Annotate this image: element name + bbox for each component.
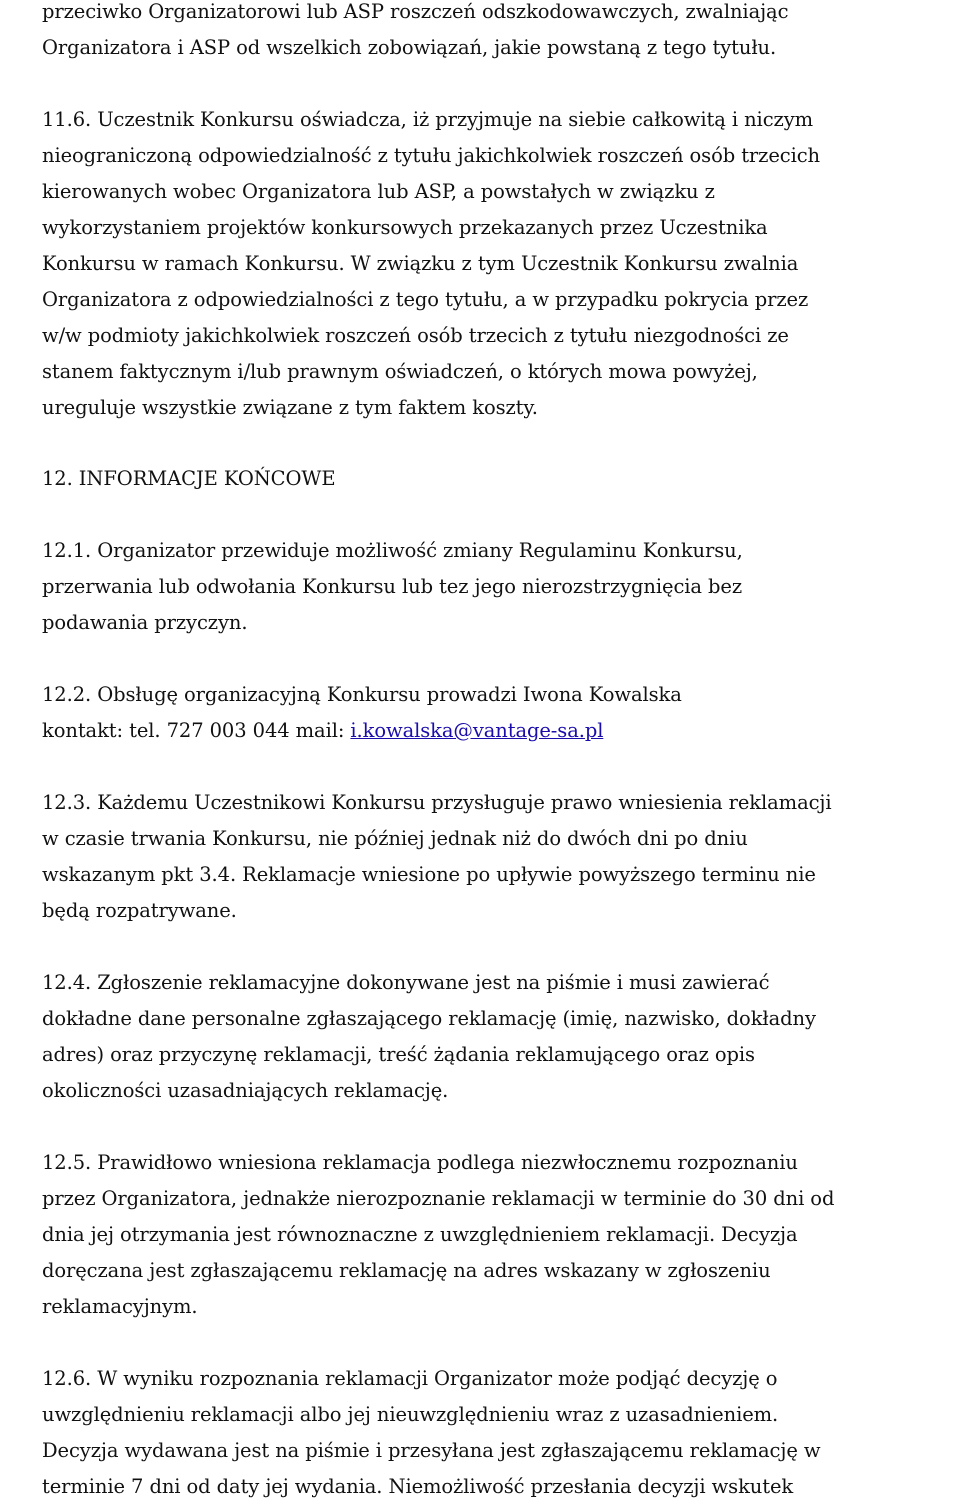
paragraph-12-3-line: będą rozpatrywane. [42,899,237,922]
paragraph-12-5-line: 12.5. Prawidłowo wniesiona reklamacja podlega niezwłocznemu rozpoznaniu [42,1151,798,1174]
contact-prefix: kontakt: tel. 727 003 044 mail: [42,719,351,742]
contact-line [42,717,603,745]
paragraph-11-6-line: Organizatora z odpowiedzialności z tego tytułu, a w przypadku pokrycia przez [42,288,809,311]
text-line: Organizatora i ASP od wszelkich zobowiązań, jakie powstaną z tego tytułu. [42,36,777,59]
paragraph-12-3-line: 12.3. Każdemu Uczestnikowi Konkursu przysługuje prawo wniesienia reklamacji [42,791,832,814]
paragraph-12-5-line: reklamacyjnym. [42,1295,198,1318]
paragraph-12-4-line: adres) oraz przyczynę reklamacji, treść żądania reklamującego oraz opis [42,1043,755,1066]
paragraph-11-6-line: ureguluje wszystkie związane z tym faktem koszty. [42,396,538,419]
paragraph-12-2-line: 12.2. Obsługę organizacyjną Konkursu prowadzi Iwona Kowalska [42,683,682,706]
paragraph-12-1-line: podawania przyczyn. [42,611,248,634]
paragraph-12-1-line: przerwania lub odwołania Konkursu lub tez jego nierozstrzygnięcia bez [42,575,743,598]
paragraph-11-6-line: kierowanych wobec Organizatora lub ASP, a powstałych w związku z [42,180,715,203]
paragraph-11-6-line: nieograniczoną odpowiedzialność z tytułu jakichkolwiek roszczeń osób trzecich [42,144,821,167]
text-line: przeciwko Organizatorowi lub ASP roszczeń odszkodowawczych, zwalniając [42,0,789,23]
paragraph-12-5-line: przez Organizatora, jednakże nierozpoznanie reklamacji w terminie do 30 dni od [42,1187,835,1210]
paragraph-12-6-line: terminie 7 dni od daty jej wydania. Niemożliwość przesłania decyzji wskutek [42,1475,794,1498]
email-link[interactable]: i.kowalska@vantage-sa.pl [350,719,604,742]
paragraph-12-4-line: dokładne dane personalne zgłaszającego reklamację (imię, nazwisko, dokładny [42,1007,816,1030]
paragraph-12-3-line: wskazanym pkt 3.4. Reklamacje wniesione po upływie powyższego terminu nie [42,863,816,886]
paragraph-12-3-line: w czasie trwania Konkursu, nie później jednak niż do dwóch dni po dniu [42,827,748,850]
paragraph-11-6-line: 11.6. Uczestnik Konkursu oświadcza, iż przyjmuje na siebie całkowitą i niczym [42,108,813,131]
section-heading: 12. INFORMACJE KOŃCOWE [42,467,336,490]
paragraph-12-4-line: 12.4. Zgłoszenie reklamacyjne dokonywane jest na piśmie i musi zawierać [42,971,770,994]
paragraph-12-1-line: 12.1. Organizator przewiduje możliwość zmiany Regulaminu Konkursu, [42,539,743,562]
paragraph-12-5-line: dnia jej otrzymania jest równoznaczne z uwzględnieniem reklamacji. Decyzja [42,1223,798,1246]
paragraph-12-4-line: okoliczności uzasadniających reklamację. [42,1079,449,1102]
paragraph-11-6-line: Konkursu w ramach Konkursu. W związku z tym Uczestnik Konkursu zwalnia [42,252,799,275]
paragraph-11-6-line: wykorzystaniem projektów konkursowych przekazanych przez Uczestnika [42,216,768,239]
paragraph-12-5-line: doręczana jest zgłaszającemu reklamację na adres wskazany w zgłoszeniu [42,1259,771,1282]
paragraph-12-6-line: Decyzja wydawana jest na piśmie i przesyłana jest zgłaszającemu reklamację w [42,1439,821,1462]
paragraph-12-6-line: 12.6. W wyniku rozpoznania reklamacji Organizator może podjąć decyzję o [42,1367,778,1390]
paragraph-12-6-line: uwzględnieniu reklamacji albo jej nieuwzględnieniu wraz z uzasadnieniem. [42,1403,779,1426]
paragraph-11-6-line: stanem faktycznym i/lub prawnym oświadczeń, o których mowa powyżej, [42,360,758,383]
paragraph-11-6-line: w/w podmioty jakichkolwiek roszczeń osób trzecich z tytułu niezgodności ze [42,324,789,347]
